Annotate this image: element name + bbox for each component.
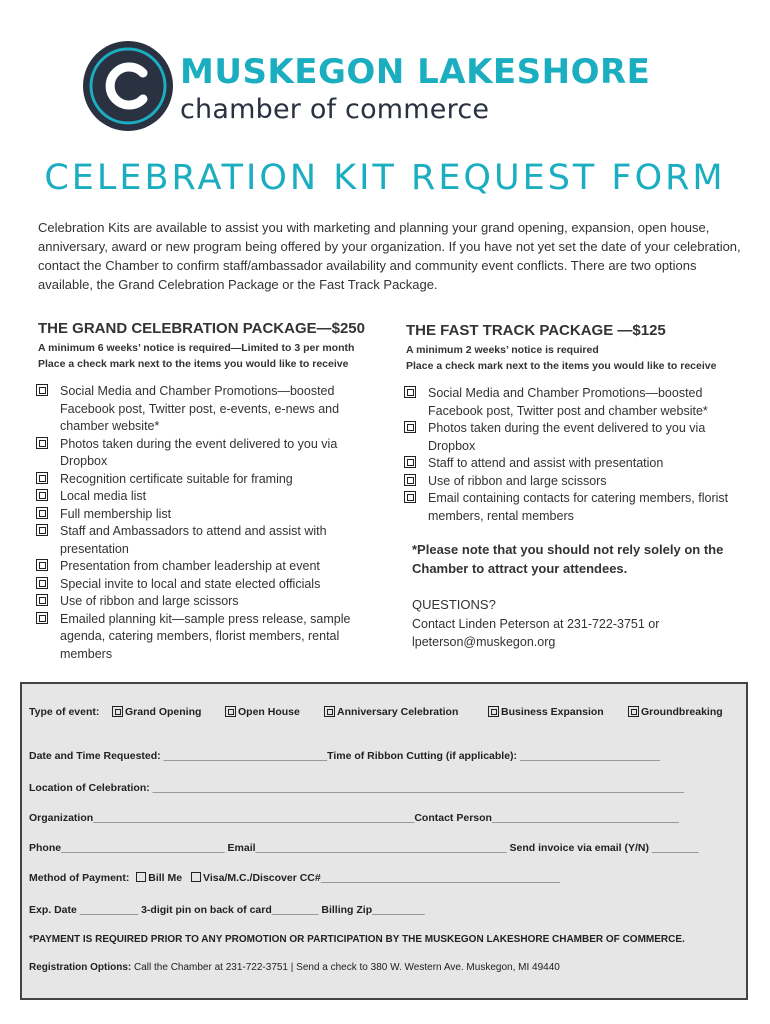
grand-item-label: Presentation from chamber leadership at event xyxy=(60,559,320,573)
contact-email-link[interactable]: lpeterson@muskegon.org xyxy=(412,635,556,649)
fast-item xyxy=(404,490,744,525)
grand-item-label: Staff and Ambassadors to attend and assist with presentation xyxy=(60,524,327,556)
contact-line: Contact Linden Peterson at 231-722-3751 or xyxy=(412,617,660,631)
attendance-caution: *Please note that you should not rely solely on the Chamber to attract your attendees. xyxy=(412,542,724,576)
grand-item xyxy=(36,436,356,471)
payment-required-note: *PAYMENT IS REQUIRED PRIOR TO ANY PROMOTION OR PARTICIPATION BY THE MUSKEGON LAKESHORE CHAMBER OF COMMERCE. xyxy=(29,934,685,945)
registration-form xyxy=(20,682,748,1000)
grand-item-label: Social Media and Chamber Promotions—boosted Facebook post, Twitter post, e-events, e-news and chamber website* xyxy=(60,384,340,433)
payment-method-label: Method of Payment: xyxy=(29,872,130,884)
grand-item-label: Photos taken during the event delivered to you via Dropbox xyxy=(60,436,338,468)
fast-item-label: Use of ribbon and large scissors xyxy=(428,473,607,488)
grand-item xyxy=(36,593,356,611)
grand-item-label: Emailed planning kit—sample press release, sample agenda, catering members, florist members, rental members xyxy=(60,611,351,661)
checkbox-icon[interactable] xyxy=(36,594,48,606)
checkbox-icon[interactable] xyxy=(36,559,48,571)
fast-item xyxy=(404,455,744,473)
fast-item xyxy=(404,420,744,455)
phone-email-field[interactable]: Phone____________________________ Email___________________________________________ Send invoice via email (Y/N) ________ xyxy=(29,842,699,854)
grand-item xyxy=(36,488,356,506)
checkbox-icon[interactable] xyxy=(324,706,335,717)
grand-package-items xyxy=(36,383,356,663)
registration-options xyxy=(29,962,560,973)
checkbox-icon[interactable] xyxy=(36,472,48,484)
fast-item xyxy=(404,473,744,491)
chamber-c-logo-icon xyxy=(82,40,174,132)
intro-paragraph: Celebration Kits are available to assist you with marketing and planning your grand opening, expansion, open house, anniversary, award or new program being offered by your organization. If you have not yet set the date of your celebration, contact the Chamber to confirm staff/ambassador availability and community event conflicts. There are two options available, the Grand Celebration Package or the Fast Track Package. xyxy=(38,220,741,292)
checkbox-icon[interactable] xyxy=(112,706,123,717)
grand-item xyxy=(36,523,356,558)
org-name: MUSKEGON LAKESHORE xyxy=(180,52,651,92)
grand-package-instructions: Place a check mark next to the items you would like to receive xyxy=(38,358,349,370)
checkbox-icon[interactable] xyxy=(404,456,416,468)
card-option[interactable]: Visa/M.C./Discover CC#_________________________________________ xyxy=(203,872,561,884)
checkbox-icon[interactable] xyxy=(488,706,499,717)
checkbox-icon[interactable] xyxy=(36,437,48,449)
fast-package-items xyxy=(404,385,744,525)
checkbox-icon[interactable] xyxy=(628,706,639,717)
organization-contact-field[interactable]: Organization_______________________________________________________Contact Person________________________________ xyxy=(29,812,679,824)
fast-item-label: Staff to attend and assist with presentation xyxy=(428,456,664,470)
checkbox-icon[interactable] xyxy=(404,474,416,486)
fast-package-instructions: Place a check mark next to the items you would like to receive xyxy=(406,360,717,372)
checkbox-icon[interactable] xyxy=(225,706,236,717)
event-type-anniversary[interactable]: Anniversary Celebration xyxy=(324,706,458,718)
grand-package-notice: A minimum 6 weeks’ notice is required—Limited to 3 per month xyxy=(38,342,355,354)
checkbox-icon[interactable] xyxy=(404,386,416,398)
fast-item-label: Social Media and Chamber Promotions—boosted Facebook post, Twitter post and chamber website* xyxy=(428,386,708,418)
checkbox-icon[interactable] xyxy=(36,524,48,536)
fast-item-label: Photos taken during the event delivered to you via Dropbox xyxy=(428,421,706,453)
grand-item-label: Recognition certificate suitable for framing xyxy=(60,471,293,486)
grand-item-label: Special invite to local and state elected officials xyxy=(60,576,321,591)
event-type-grand-opening[interactable]: Grand Opening xyxy=(112,706,201,718)
checkbox-icon[interactable] xyxy=(404,421,416,433)
grand-item xyxy=(36,383,356,436)
checkbox-icon[interactable] xyxy=(36,507,48,519)
fast-package-title: THE FAST TRACK PACKAGE —$125 xyxy=(406,322,666,339)
event-type-open-house[interactable]: Open House xyxy=(225,706,300,718)
form-title: CELEBRATION KIT REQUEST FORM xyxy=(44,158,726,198)
grand-item-label: Local media list xyxy=(60,489,147,503)
card-details-field[interactable]: Exp. Date __________ 3-digit pin on back of card________ Billing Zip_________ xyxy=(29,904,425,916)
bill-me-option: Bill Me xyxy=(148,872,183,884)
date-time-field[interactable]: Date and Time Requested: ____________________________Time of Ribbon Cutting (if applicable): ________________________ xyxy=(29,750,661,762)
registration-options-label: Registration Options: xyxy=(29,962,132,973)
grand-item xyxy=(36,558,356,576)
event-type-groundbreaking[interactable]: Groundbreaking xyxy=(628,706,723,718)
checkbox-icon[interactable] xyxy=(36,489,48,501)
checkbox-icon[interactable] xyxy=(404,491,416,503)
payment-method-row xyxy=(29,872,560,884)
grand-item-label: Use of ribbon and large scissors xyxy=(60,594,239,608)
event-type-business-expansion[interactable]: Business Expansion xyxy=(488,706,604,718)
event-type-label: Type of event: xyxy=(29,706,100,718)
checkbox-icon[interactable] xyxy=(36,384,48,396)
chamber-logo xyxy=(82,40,682,132)
card-checkbox-icon[interactable] xyxy=(191,872,201,882)
grand-item xyxy=(36,576,356,594)
checkbox-icon[interactable] xyxy=(36,577,48,589)
location-field[interactable]: Location of Celebration: ___________________________________________________________________________________________ xyxy=(29,782,685,794)
grand-item-label: Full membership list xyxy=(60,506,172,521)
grand-package-title: THE GRAND CELEBRATION PACKAGE—$250 xyxy=(38,320,365,337)
registration-options-text: Call the Chamber at 231-722-3751 | Send a check to 380 W. Western Ave. Muskegon, MI 49440 xyxy=(131,962,560,973)
questions-heading: QUESTIONS? xyxy=(412,597,496,612)
grand-item xyxy=(36,611,356,664)
fast-package-notice: A minimum 2 weeks’ notice is required xyxy=(406,344,599,356)
checkbox-icon[interactable] xyxy=(36,612,48,624)
grand-item xyxy=(36,506,356,524)
fast-item xyxy=(404,385,744,420)
fast-item-label: Email containing contacts for catering members, florist members, rental members xyxy=(428,491,729,523)
grand-item xyxy=(36,471,356,489)
org-subtitle: chamber of commerce xyxy=(180,94,490,125)
bill-me-checkbox-icon[interactable] xyxy=(136,872,146,882)
